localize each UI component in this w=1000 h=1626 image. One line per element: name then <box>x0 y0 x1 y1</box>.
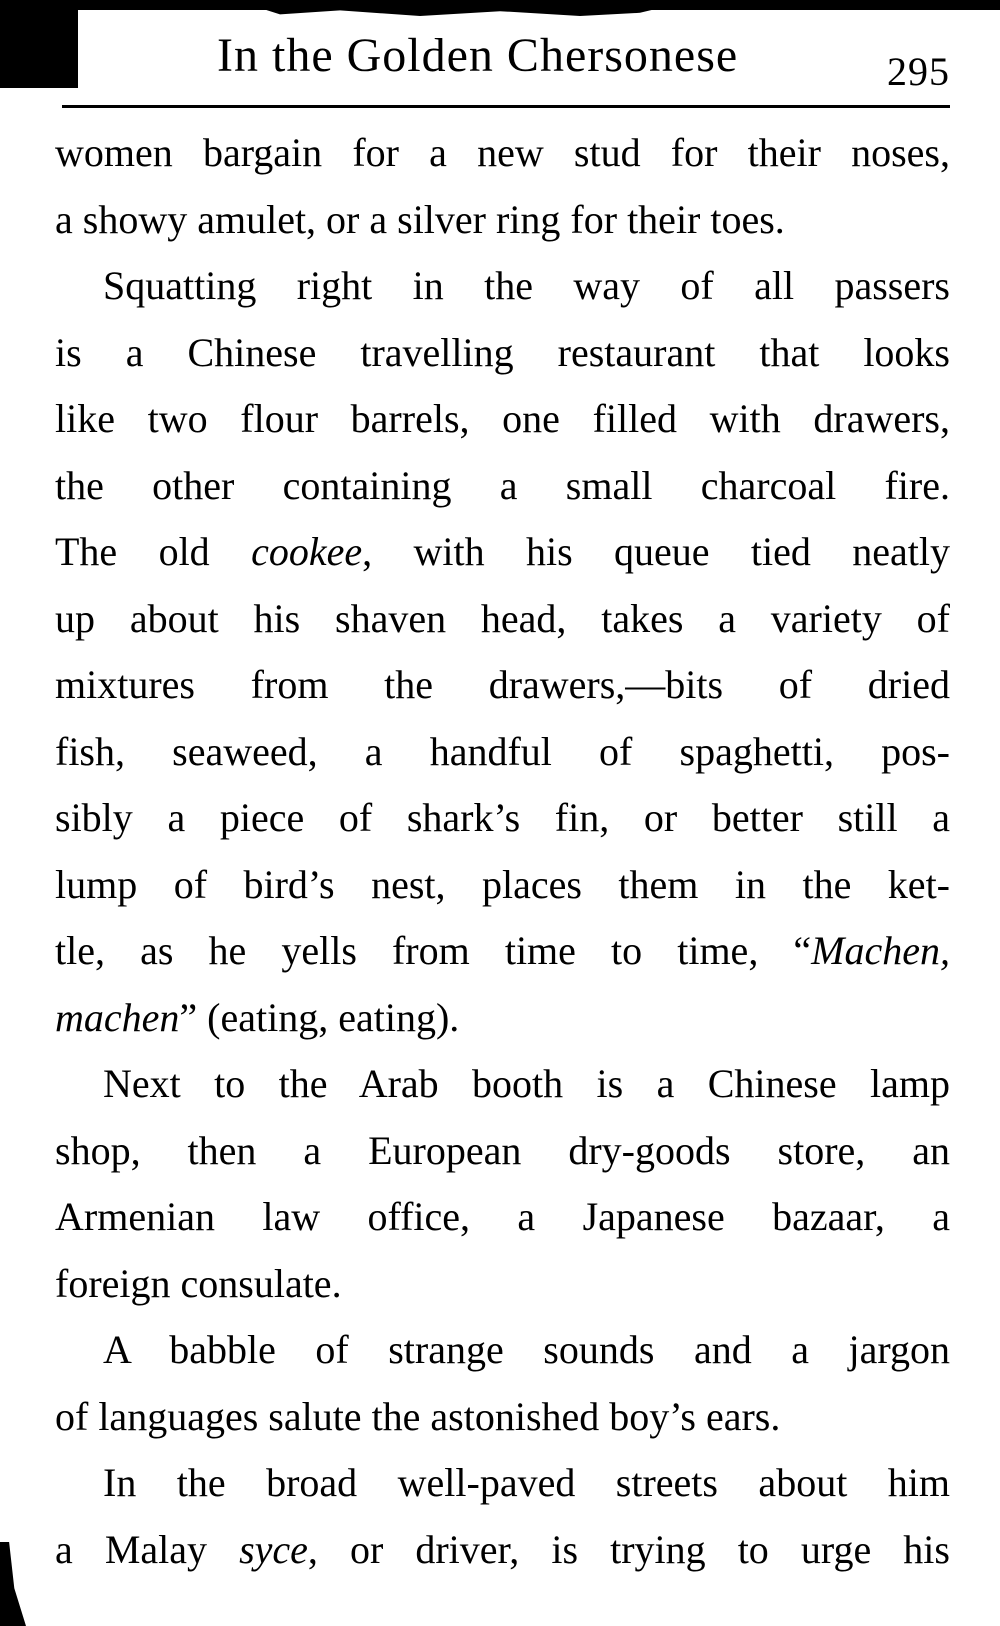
text-line: The old cookee, with his queue tied neatly <box>55 529 950 574</box>
text-line: foreign consulate. <box>55 1260 342 1306</box>
page-number: 295 <box>887 49 950 94</box>
text-line: is a Chinese travelling restaurant that looks <box>55 329 950 375</box>
text-line: tle, as he yells from time to time, “Machen, <box>55 928 950 973</box>
italic-term: cookee <box>251 529 363 574</box>
italic-term: syce <box>239 1526 308 1572</box>
text-line: lump of bird’s nest, places them in the ket- <box>55 861 950 907</box>
text-line: the other containing a small charcoal fire. <box>55 462 950 508</box>
text-line: machen” (eating, eating). <box>55 994 460 1040</box>
text-line: of languages salute the astonished boy’s ears. <box>55 1393 781 1439</box>
running-title: In the Golden Chersonese <box>217 29 739 82</box>
scan-artifact-bottom-left <box>0 1542 26 1626</box>
paragraph <box>55 1450 950 1583</box>
paragraph <box>55 1051 950 1317</box>
text-line: women bargain for a new stud for their noses, <box>55 130 950 175</box>
text-line: Squatting right in the way of all passers <box>103 263 950 308</box>
text-line: a Malay syce, or driver, is trying to urge his <box>55 1526 950 1572</box>
body-text <box>55 120 950 1583</box>
paragraph <box>55 120 950 253</box>
italic-term: Machen, <box>811 928 950 973</box>
text-line: up about his shaven head, takes a variety of <box>55 595 950 641</box>
text-line: mixtures from the drawers,—bits of dried <box>55 662 950 707</box>
italic-term: machen <box>55 994 180 1040</box>
header-rule <box>62 105 950 108</box>
paragraph <box>55 253 950 1051</box>
text-line: a showy amulet, or a silver ring for their toes. <box>55 196 785 242</box>
text-line: fish, seaweed, a handful of spaghetti, pos- <box>55 728 950 774</box>
text-line: Next to the Arab booth is a Chinese lamp <box>103 1061 950 1106</box>
running-head <box>62 20 950 92</box>
text-line: shop, then a European dry-goods store, an <box>55 1127 950 1173</box>
paragraph <box>55 1317 950 1450</box>
scan-artifact-top-blot <box>260 8 660 16</box>
text-line: like two flour barrels, one filled with drawers, <box>55 396 950 441</box>
text-line: Armenian law office, a Japanese bazaar, a <box>55 1194 950 1239</box>
text-line: A babble of strange sounds and a jargon <box>103 1327 950 1372</box>
text-line: In the broad well-paved streets about him <box>103 1460 950 1505</box>
text-line: sibly a piece of shark’s fin, or better still a <box>55 795 950 840</box>
